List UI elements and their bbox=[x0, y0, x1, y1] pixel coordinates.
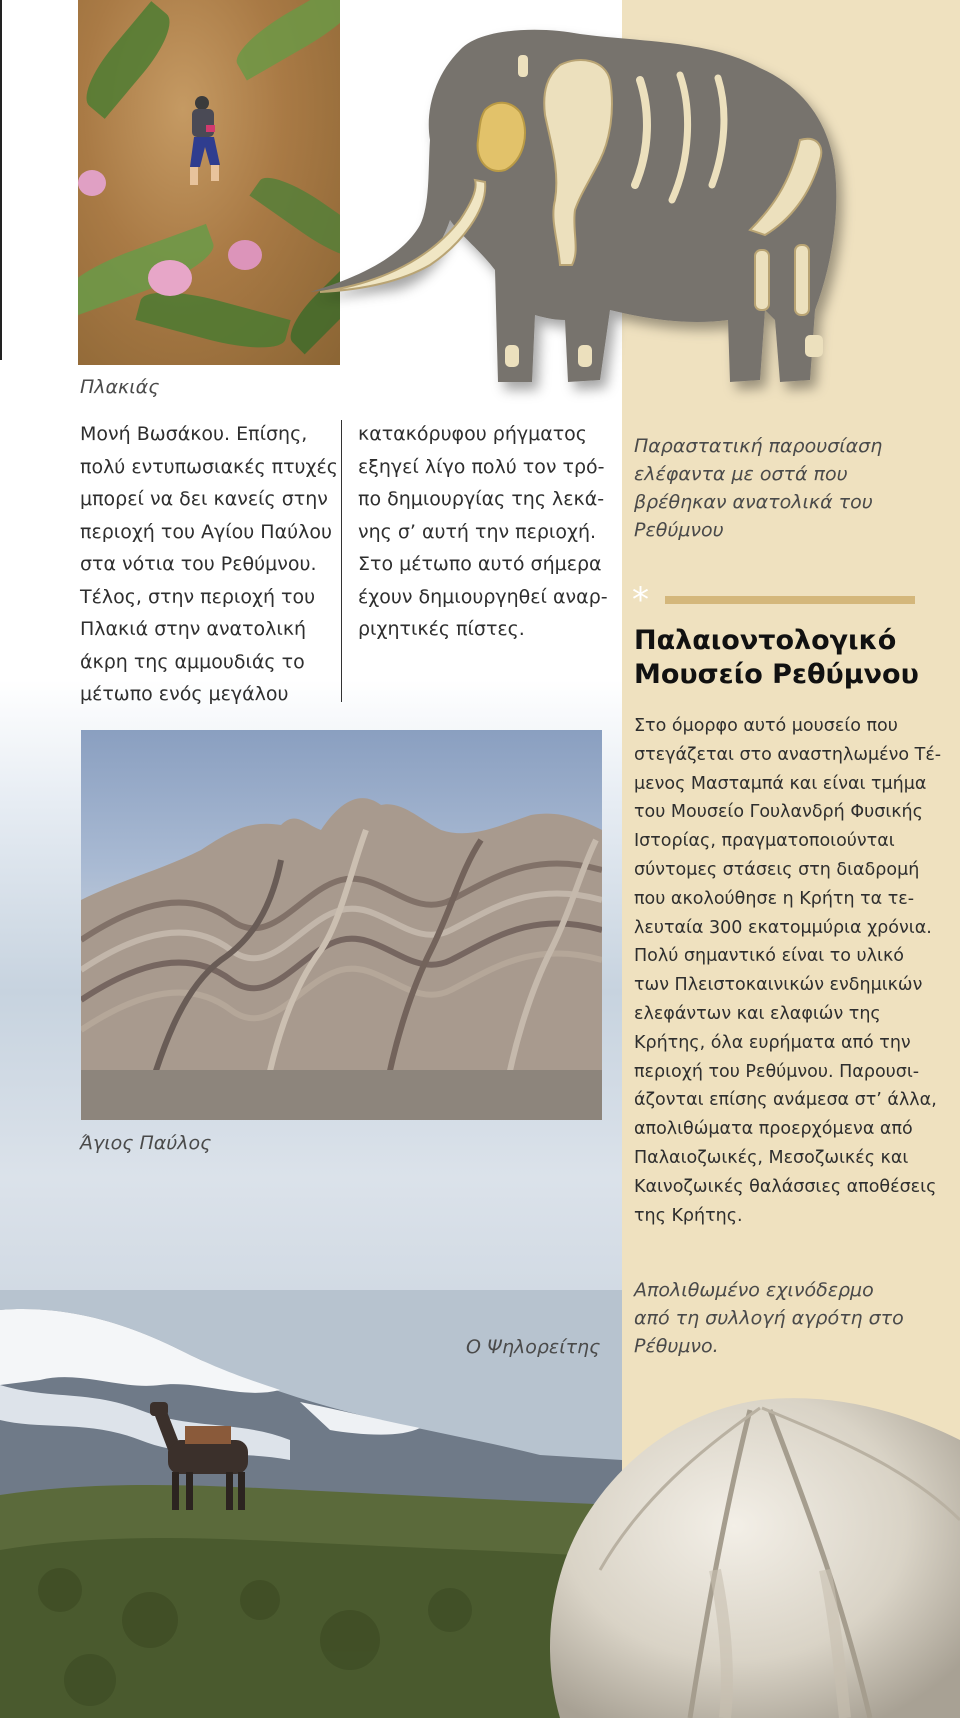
text-line: μενος Μασταμπά και είναι τμήμα bbox=[634, 773, 927, 794]
caption-agios-pavlos: Άγιος Παύλος bbox=[80, 1132, 212, 1154]
text-line: έχουν δημιουργηθεί αναρ- bbox=[358, 585, 608, 608]
text-line: Καινοζωικές θαλάσσιες αποθέσεις bbox=[634, 1176, 937, 1197]
text-line: στα νότια του Ρεθύμνου. bbox=[80, 553, 317, 575]
echinoderm-fossil-photo bbox=[540, 1370, 960, 1718]
museum-title bbox=[634, 624, 934, 692]
text-line: του Μουσείο Γουλανδρή Φυσικής bbox=[634, 802, 923, 823]
column-divider bbox=[341, 420, 342, 702]
text-line: Κρήτης, όλα ευρήματα από την bbox=[634, 1032, 911, 1053]
text-line: Στο όμορφο αυτό μουσείο που bbox=[634, 716, 898, 736]
caption-psiloritis: Ο Ψηλορείτης bbox=[466, 1336, 601, 1358]
caption-line: από τη συλλογή αγρότη στο bbox=[634, 1307, 904, 1329]
asterisk-icon: * bbox=[632, 580, 649, 620]
folded-rock-illustration bbox=[81, 730, 602, 1120]
text-line: μπορεί να δει κανείς στην bbox=[80, 488, 328, 510]
text-line: περιοχή του Αγίου Παύλου bbox=[80, 520, 332, 543]
text-line: μέτωπο ενός μεγάλου bbox=[80, 683, 289, 705]
text-line: Πλακιά στην ανατολική bbox=[80, 618, 307, 640]
caption-fossil bbox=[634, 1276, 904, 1360]
text-line: νης σ’ αυτή την περιοχή. bbox=[358, 520, 597, 543]
caption-elephant bbox=[634, 432, 882, 544]
text-line: στεγάζεται στο αναστηλωμένο Τέ- bbox=[634, 744, 942, 765]
text-line: άζονται επίσης ανάμεσα στ’ άλλα, bbox=[634, 1090, 937, 1111]
text-line: της Κρήτης. bbox=[634, 1205, 743, 1226]
text-line: ριχητικές πίστες. bbox=[358, 618, 525, 640]
text-line: Πολύ σημαντικό είναι το υλικό bbox=[634, 946, 904, 967]
text-line: λευταία 300 εκατομμύρια χρόνια. bbox=[634, 917, 932, 938]
text-line: σύντομες στάσεις στη διαδρομή bbox=[634, 859, 920, 880]
caption-line: ελέφαντα με οστά που bbox=[634, 463, 848, 485]
caption-line: Ρέθυμνο. bbox=[634, 1335, 719, 1357]
text-line: εξηγεί λίγο πολύ τον τρό- bbox=[358, 455, 605, 478]
elephant-skeleton-display bbox=[310, 20, 930, 410]
caption-line: βρέθηκαν ανατολικά του bbox=[634, 491, 873, 513]
text-line: ελεφάντων και ελαφιών της bbox=[634, 1003, 881, 1024]
text-line: πολύ εντυπωσιακές πτυχές bbox=[80, 455, 338, 478]
text-line: κατακόρυφου ρήγματος bbox=[358, 423, 587, 445]
museum-title-line: Παλαιοντολογικό bbox=[634, 625, 897, 656]
museum-title-line: Μουσείο Ρεθύμνου bbox=[634, 659, 919, 690]
page-edge-line bbox=[0, 0, 2, 360]
text-line: απολιθώματα προερχόμενα από bbox=[634, 1119, 913, 1140]
text-line: περιοχή του Ρεθύμνου. Παρουσι- bbox=[634, 1061, 920, 1082]
text-line: των Πλειστοκαινικών ενδημικών bbox=[634, 975, 923, 996]
heading-rule bbox=[665, 596, 915, 604]
climber-figure bbox=[180, 95, 230, 190]
text-line: Τέλος, στην περιοχή του bbox=[80, 585, 316, 608]
text-line: Στο μέτωπο αυτό σήμερα bbox=[358, 553, 602, 575]
caption-line: Παραστατική παρουσίαση bbox=[634, 435, 883, 457]
caption-line: Απολιθωμένο εχινόδερμο bbox=[634, 1279, 874, 1301]
caption-line: Ρεθύμνου bbox=[634, 519, 724, 541]
text-line: Ιστορίας, πραγματοποιούνται bbox=[634, 831, 895, 852]
museum-body bbox=[634, 712, 941, 1230]
text-line: πο δημιουργίας της λεκά- bbox=[358, 488, 605, 510]
text-line: Παλαιοζωικές, Μεσοζωικές και bbox=[634, 1147, 909, 1168]
agios-pavlos-rock-photo bbox=[81, 730, 602, 1120]
text-line: άκρη της αμμουδιάς το bbox=[80, 650, 305, 673]
article-column-middle bbox=[358, 418, 608, 646]
text-line: Μονή Βωσάκου. Επίσης, bbox=[80, 423, 308, 445]
article-column-left bbox=[80, 418, 338, 711]
caption-plakias: Πλακιάς bbox=[80, 376, 160, 398]
text-line: που ακολούθησε η Κρήτη τα τε- bbox=[634, 888, 915, 909]
plakias-climber-photo bbox=[78, 0, 340, 365]
